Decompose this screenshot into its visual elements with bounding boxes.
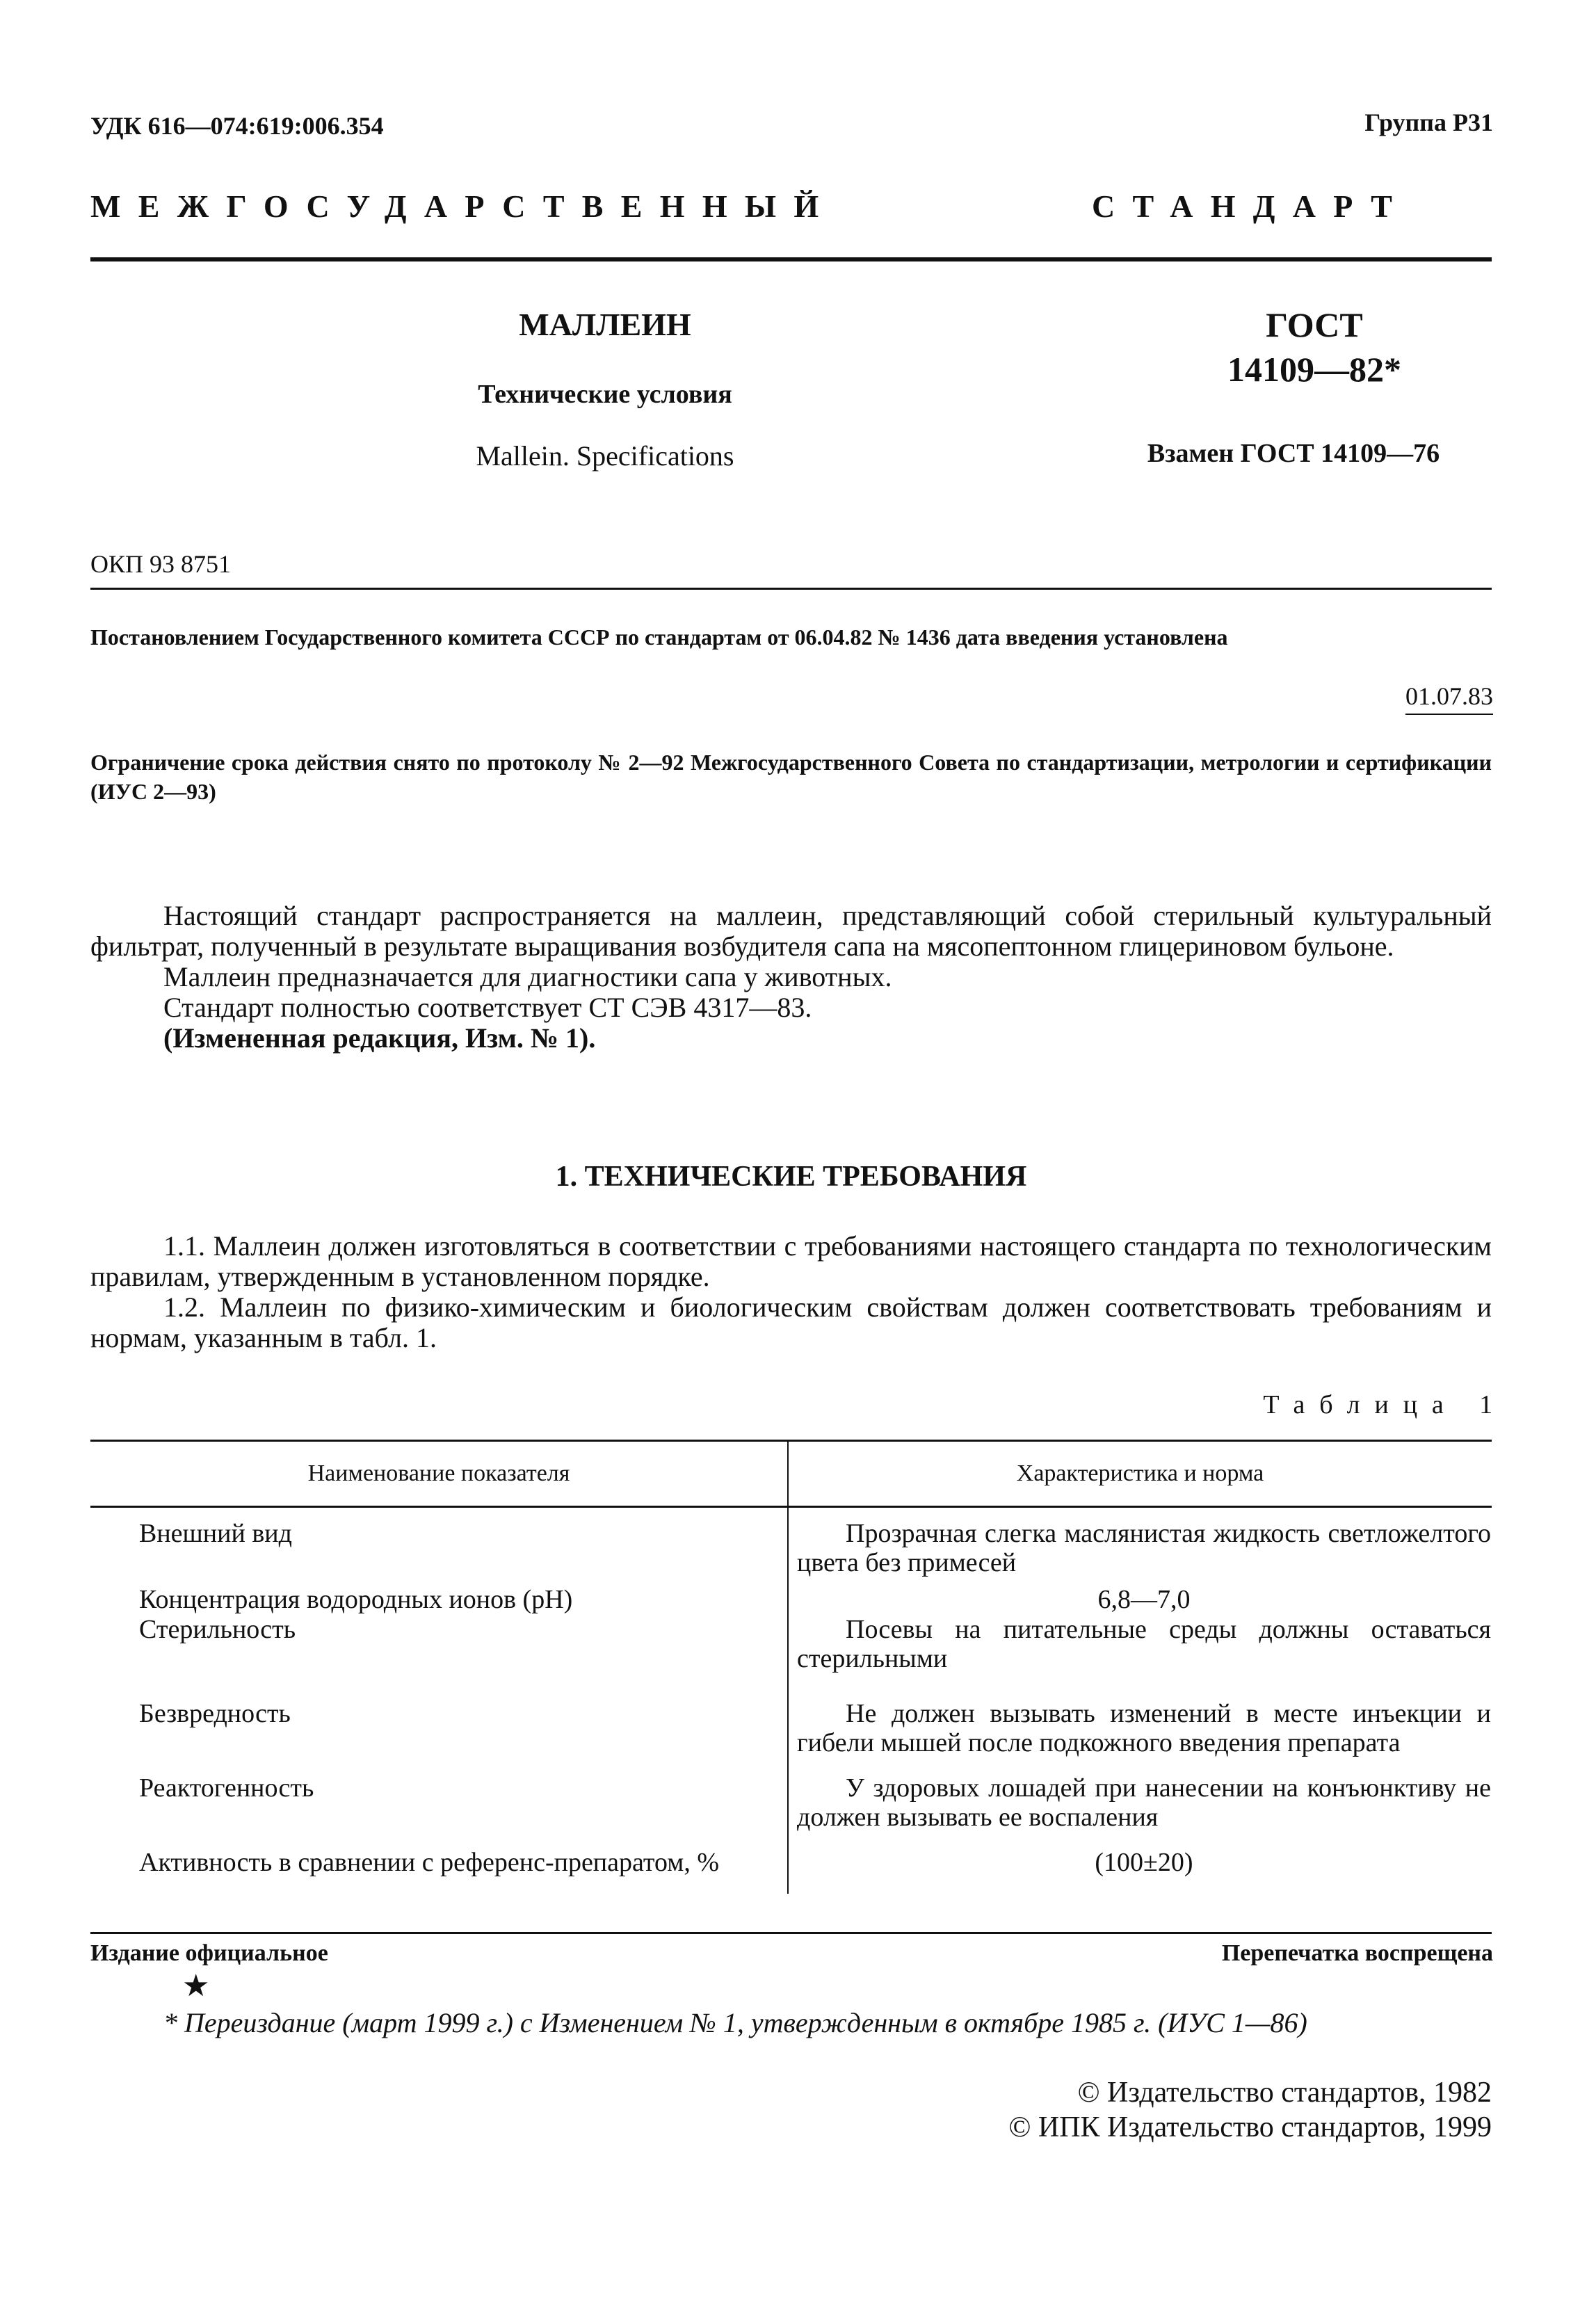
gost-number: 14109—82* [1227,350,1401,389]
intro-paragraph-1: Настоящий стандарт распространяется на маллеин, представляющий собой стерильный культуральный фильтрат, полученный в результате выращивания возбудителя сапа на мясопептонном глицериновом бульоне. [90,900,1492,962]
row-value: У здоровых лошадей при нанесении на конъюнктиву не должен вызывать ее воспаления [797,1773,1491,1832]
table-row [90,1615,1492,1692]
amendment-note: (Измененная редакция, Изм. № 1). [163,1022,596,1054]
okp-rule [90,588,1492,590]
intro-paragraph-2: Маллеин предназначается для диагностики сапа у животных. [163,961,892,992]
row-name: Стерильность [90,1615,788,1692]
group-code: Группа Р31 [1364,108,1493,136]
table-row [90,1841,1492,1894]
row-name: Активность в сравнении с референс-препаратом, % [90,1841,788,1894]
row-name: Безвредность [90,1692,788,1766]
spec-table [90,1440,1492,1894]
interstate-label: МЕЖГОСУДАРСТВЕННЫЙ [90,188,837,224]
effective-date: 01.07.83 [1405,682,1493,715]
section-heading: 1. ТЕХНИЧЕСКИЕ ТРЕБОВАНИЯ [555,1161,1027,1193]
section-body [90,1231,1492,1353]
table-row [90,1766,1492,1841]
row-value: Посевы на питательные среды должны оставаться стерильными [797,1615,1491,1673]
table-row [90,1507,1492,1579]
udk-code: УДК 616—074:619:006.354 [90,112,384,140]
reissue-note: * Переиздание (март 1999 г.) с Изменением № 1, утвержденным в октябре 1985 г. (ИУС 1—86) [163,2007,1307,2038]
table-row [90,1692,1492,1766]
row-value: Прозрачная слегка маслянистая жидкость светложелтого цвета без примесей [797,1519,1491,1577]
reprint-prohibited: Перепечатка воспрещена [1221,1940,1493,1966]
subtitle: Технические условия [478,380,732,409]
copyright-1999: © ИПК Издательство стандартов, 1999 [1008,2111,1492,2143]
okp-code: ОКП 93 8751 [90,550,232,578]
row-value: (100±20) [1095,1848,1193,1877]
header-rule [90,257,1492,261]
row-value: 6,8—7,0 [1097,1585,1191,1614]
table-header-row [90,1441,1492,1507]
column-header-value: Характеристика и норма [788,1441,1492,1507]
copyright-1982: © Издательство стандартов, 1982 [1077,2077,1492,2109]
footer-rule [90,1932,1492,1934]
star-icon: ★ [182,1969,210,2003]
intro-block [90,901,1492,1054]
english-title: Mallein. Specifications [476,440,734,472]
table-label: Таблица 1 [1263,1390,1507,1419]
official-edition: Издание официальное [90,1940,328,1966]
intro-paragraph-3: Стандарт полностью соответствует СТ СЭВ 4317—83. [163,992,812,1023]
gost-label: ГОСТ [1266,305,1363,344]
row-value: Не должен вызывать изменений в месте инъекции и гибели мышей после подкожного введения препарата [797,1699,1491,1757]
clause-1-2: 1.2. Маллеин по физико-химическим и биологическим свойствам должен соответствовать требованиям и нормам, указанным в табл. 1. [90,1291,1492,1353]
row-name: Реактогенность [90,1766,788,1841]
row-name: Внешний вид [90,1507,788,1579]
column-header-name: Наименование показателя [90,1441,788,1507]
product-name: МАЛЛЕИН [519,307,691,342]
limitation-text: Ограничение срока действия снято по протоколу № 2—92 Межгосударственного Совета по стандартизации, метрологии и сертификации (ИУС 2—93) [90,750,1492,804]
clause-1-1: 1.1. Маллеин должен изготовляться в соответствии с требованиями настоящего стандарта по технологическим правилам, утвержденным в установленном порядке. [90,1230,1492,1292]
table-row [90,1578,1492,1615]
resolution-text: Постановлением Государственного комитета СССР по стандартам от 06.04.82 № 1436 дата введения установлена [90,625,1228,650]
row-name: Концентрация водородных ионов (рН) [90,1578,788,1615]
standard-label: СТАНДАРТ [1092,188,1410,224]
replaces-note: Взамен ГОСТ 14109—76 [1147,439,1440,468]
